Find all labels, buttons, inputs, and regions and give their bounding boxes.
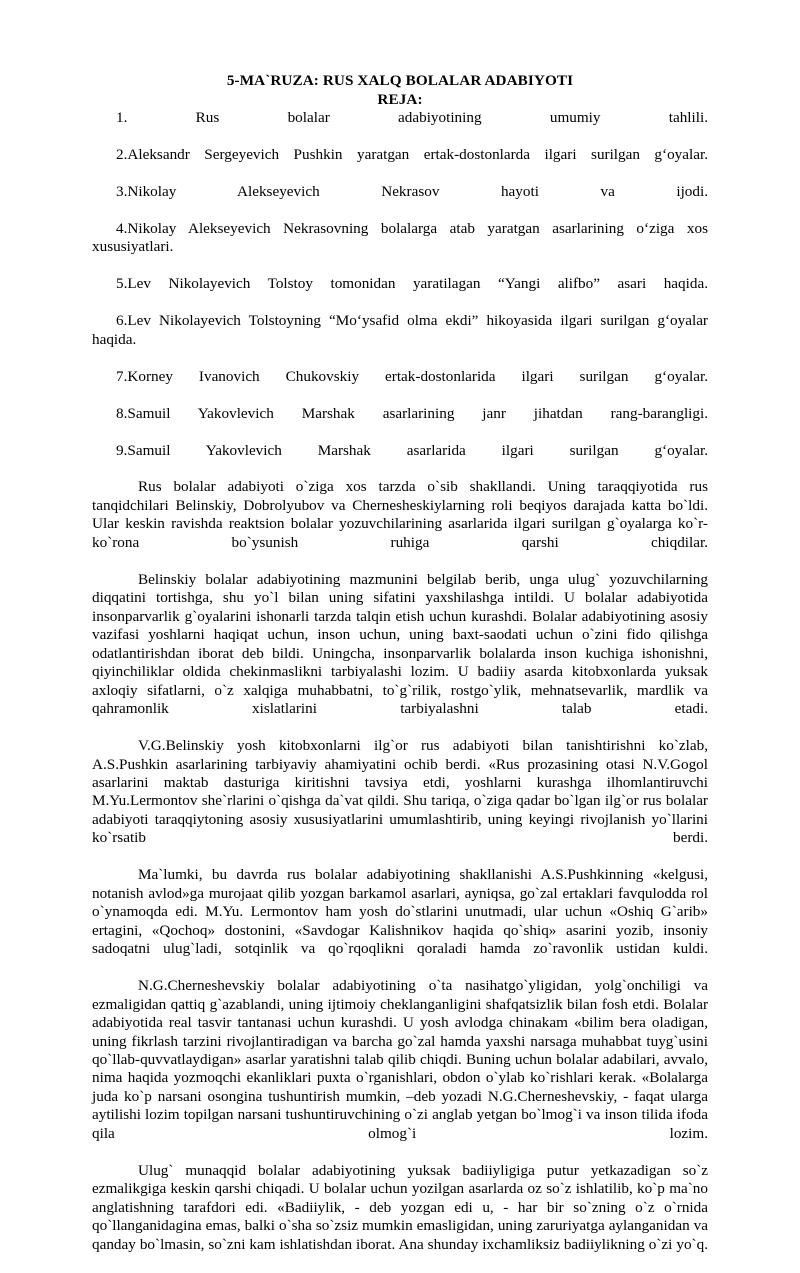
list-item: 8.Samuil Yakovlevich Marshak asarlarining janr jihatdan rang-barangligi. — [116, 404, 708, 422]
body-paragraph: Ma`lumki, bu davrda rus bolalar adabiyotining shakllanishi A.S.Pushkinning «kelgusi, notanish avlod»ga murojaat qilib yozgan barkamol asarlari, ayniqsa, go`zal ertaklari favqulodda rol o`ynamoqda edi. M.Yu. Lermontov ham yosh do`stlarini unutmadi, ular uchun «Oshiq G`arib» ertagini, «Qochoq» dostonini, «Savdogar Kalishnikov haqida qo`shiq» asarini yozib, insoniy sadoqatni ulug`ladi, sotqinlik va qo`rqoqlikni qoraladi hamda zo`ravonlik ustidan kuldi. — [92, 866, 708, 958]
list-item: 5.Lev Nikolayevich Tolstoy tomonidan yaratilagan “Yangi alifbo” asari haqida. — [116, 275, 708, 293]
list-item: 3.Nikolay Alekseyevich Nekrasov hayoti va ijodi. — [116, 182, 708, 200]
list-item: 2.Aleksandr Sergeyevich Pushkin yaratgan ertak-dostonlarda ilgari surilgan g‘oyalar. — [116, 146, 708, 164]
list-item: 7.Korney Ivanovich Chukovskiy ertak-dostonlarida ilgari surilgan g‘oyalar. — [116, 367, 708, 385]
body-paragraph: Belinskiy bolalar adabiyotining mazmunini belgilab berib, unga ulug` yozuvchilarning diqqatini tortishga, shu yo`l bilan uning sifatini yaxshilashga intildi. U bolalar adabiyotida insonparvarlik g`oyalarini ishonarli tarzda talqin etish uchun kurashdi. Bolalar adabiyotining asosiy vazifasi yoshlarni haqiqat uchun, inson uchun, uning baxt-saodati uchun o`zini fido qilishga odatlantirishdan iborat deb bildi. Uningcha, insonparvarlik bolalarda inson kuchiga ishonishni, qiyinchiliklar oldida chekinmaslikni tarbiyalashi lozim. U badiiy asarda kitobxonlarda yuksak axloqiy sifatlarni, o`z xalqiga muhabbatni, to`g`rilik, rostgo`ylik, mehnatsevarlik, mardlik va qahramonlik xislatlarini tarbiyalashni talab etadi. — [92, 570, 708, 718]
list-item: 4.Nikolay Alekseyevich Nekrasovning bolalarga atab yaratgan asarlarining o‘ziga xos xususiyatlari. — [92, 219, 708, 256]
list-item: 6.Lev Nikolayevich Tolstoyning “Mo‘ysafid olma ekdi” hikoyasida ilgari surilgan g‘oyalar haqida. — [92, 312, 708, 348]
body-text — [92, 478, 708, 1272]
list-item: 9.Samuil Yakovlevich Marshak asarlarida ilgari surilgan g‘oyalar. — [116, 441, 708, 459]
plan-heading: REJA: — [377, 90, 423, 108]
plan-list — [92, 109, 708, 478]
body-paragraph: V.G.Belinskiy yosh kitobxonlarni ilg`or rus adabiyoti bilan tanishtirishni ko`zlab, A.S.Pushkin asarlarining tarbiyaviy ahamiyatini ochib berdi. «Rus prozasining otasi N.V.Gogol asarlarini maktab dasturiga kiritishni tavsiya etdi, yoshlarni kurashga ilhomlantiruvchi M.Yu.Lermontov she`rlarini o`qishga da`vat qildi. Shu tariqa, o`ziga qadar bo`lgan ilg`or rus bolalar adabiyoti taraqqiytoning asosiy xususiyatlarini umumlashtirib, uning keyingi rivojlanish yo`llarini ko`rsatib berdi. — [92, 737, 708, 847]
page-title: 5-MA`RUZA: RUS XALQ BOLALAR ADABIYOTI — [226, 72, 574, 89]
body-paragraph: Rus bolalar adabiyoti o`ziga xos tarzda o`sib shakllandi. Uning taraqqiyotida rus tanqidchilari Belinskiy, Dobrolyubov va Chernesheskiylarning roli beqiyos darajada katta bo`ldi. Ular keskin ravishda reaktsion bolalar yozuvchilarining asarlarida ilgari surilgan g`oyalarga ko`r-ko`rona bo`ysunish ruhiga qarshi chiqdilar. — [92, 478, 708, 551]
body-paragraph: N.G.Cherneshevskiy bolalar adabiyotining o`ta nasihatgo`yligidan, yolg`onchiligi va ezmaligidan qattiq g`azablandi, uning ijtimoiy cheklanganligini shafqatsizlik bilan fosh etdi. Bolalar adabiyotida real tasvir tantanasi uchun kurashdi. U yosh avlodga chinakam «bilim bera oladigan, uning fikrlash tarzini rivojlantiradigan va barcha go`zal hamda yaxshi narsaga muhabbat tuyg`usini qo`llab-quvvatlaydigan» asarlar yaratishni talab qilib chiqdi. Buning uchun bolalar adabilari, avvalo, nima haqida yozmoqchi ekanliklari puxta o`rganishlari, obdon o`ylab ko`rishlari kerak. «Bolalarga juda ko`p narsani osongina tushuntirish mumkin, –deb yozadi N.G.Cherneshevskiy, - faqat ularga aytilishi lozim topilgan narsani tushuntiruvchining o`zi anglab yetgan bo`lmog`i va inson tilida ifoda qila olmog`i lozim. — [92, 977, 708, 1142]
body-paragraph: Ulug` munaqqid bolalar adabiyotining yuksak badiiyligiga putur yetkazadigan so`z ezmalikgiga keskin qarshi chiqadi. U bolalar uchun yozilgan asarlarda oz so`z ishlatilib, ko`p ma`no anglatishning tarafdori edi. «Badiiylik, - deb yozgan edi u, - har bir so`zning o`z o`rnida qo`llanganidagina emas, balki o`sha so`zsiz mumkin emasligidan, uning zaruriyatga aylanganidan va qanday bo`lmasin, so`zni kam ishlatishdan iborat. Ana shunday ixchamliksiz badiiylikning o`zi yo`q. — [92, 1161, 708, 1253]
list-item: 1. Rus bolalar adabiyotining umumiy tahlili. — [116, 109, 708, 127]
